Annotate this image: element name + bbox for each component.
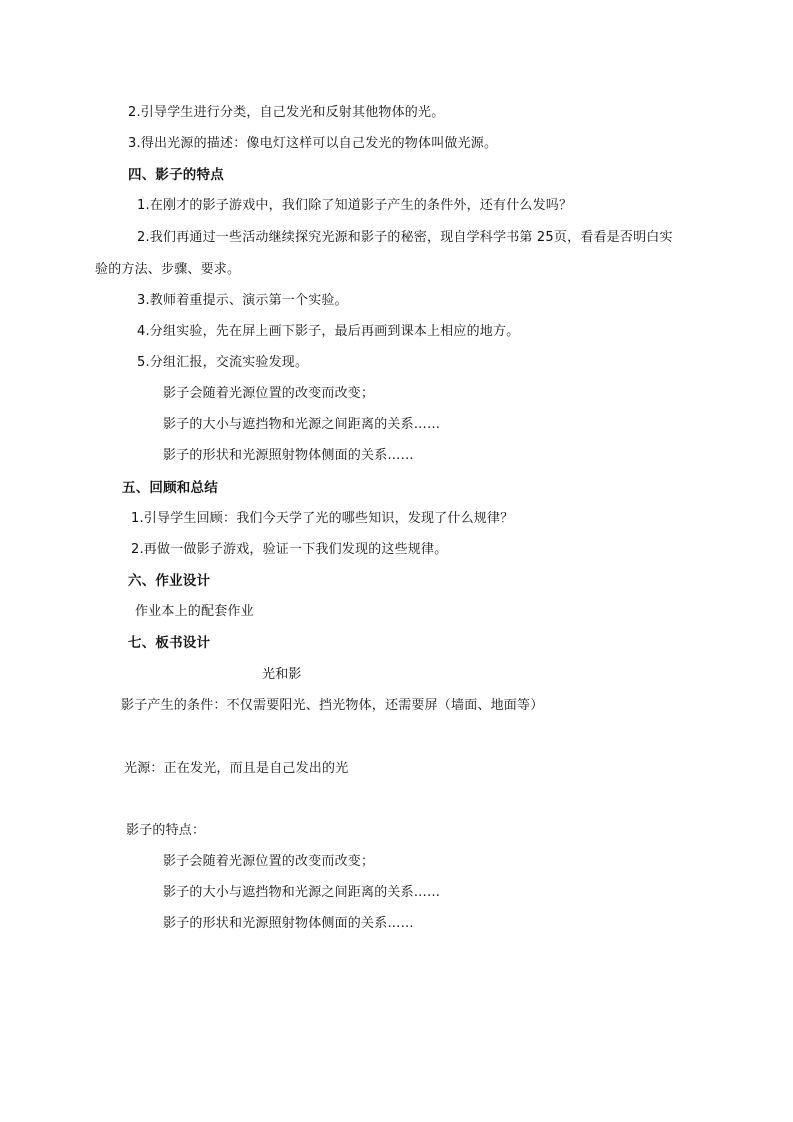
step-light-source-definition: 3.得出光源的描述：像电灯这样可以自己发光的物体叫做光源。 <box>128 136 498 151</box>
step-classify: 2.引导学生进行分类，自己发光和反射其他物体的光。 <box>128 105 445 120</box>
section-heading-board-design: 七、板书设计 <box>128 635 211 651</box>
step-teacher-demo: 3.教师着重提示、演示第一个实验。 <box>137 293 348 308</box>
step-replay-game: 2.再做一做影子游戏，验证一下我们发现的这些规律。 <box>131 542 448 557</box>
section-heading-shadow-features: 四、影子的特点 <box>128 167 224 183</box>
step-group-experiment: 4.分组实验，先在屏上画下影子，最后再画到课本上相应的地方。 <box>137 324 520 339</box>
board-shadow-features-label: 影子的特点： <box>126 823 206 838</box>
section-heading-review: 五、回顾和总结 <box>122 480 218 496</box>
step-shadow-game-question: 1.在刚才的影子游戏中，我们除了知道影子产生的条件外，还有什么发吗？ <box>137 198 573 213</box>
step-review-question: 1.引导学生回顾：我们今天学了光的哪些知识，发现了什么规律？ <box>131 511 514 526</box>
finding-position: 影子会随着光源位置的改变而改变； <box>163 386 375 401</box>
finding-size: 影子的大小与遮挡物和光源之间距离的关系…… <box>163 417 441 432</box>
step-self-study: 2.我们再通过一些活动继续探究光源和影子的秘密，现自学科学书第 25页，看看是否明白实 <box>137 230 673 245</box>
board-light-source: 光源：正在发光，而且是自己发出的光 <box>124 761 349 776</box>
board-finding-position: 影子会随着光源位置的改变而改变； <box>163 854 375 869</box>
step-self-study-continued: 验的方法、步骤、要求。 <box>95 262 241 277</box>
section-heading-homework: 六、作业设计 <box>128 573 211 589</box>
board-finding-shape: 影子的形状和光源照射物体侧面的关系…… <box>163 916 414 931</box>
board-title: 光和影 <box>262 667 302 682</box>
board-finding-size: 影子的大小与遮挡物和光源之间距离的关系…… <box>163 885 441 900</box>
finding-shape: 影子的形状和光源照射物体侧面的关系…… <box>163 448 414 463</box>
homework-text: 作业本上的配套作业 <box>135 604 254 619</box>
step-group-report: 5.分组汇报，交流实验发现。 <box>137 355 309 370</box>
board-shadow-conditions: 影子产生的条件：不仅需要阳光、挡光物体，还需要屏（墙面、地面等） <box>121 698 544 713</box>
